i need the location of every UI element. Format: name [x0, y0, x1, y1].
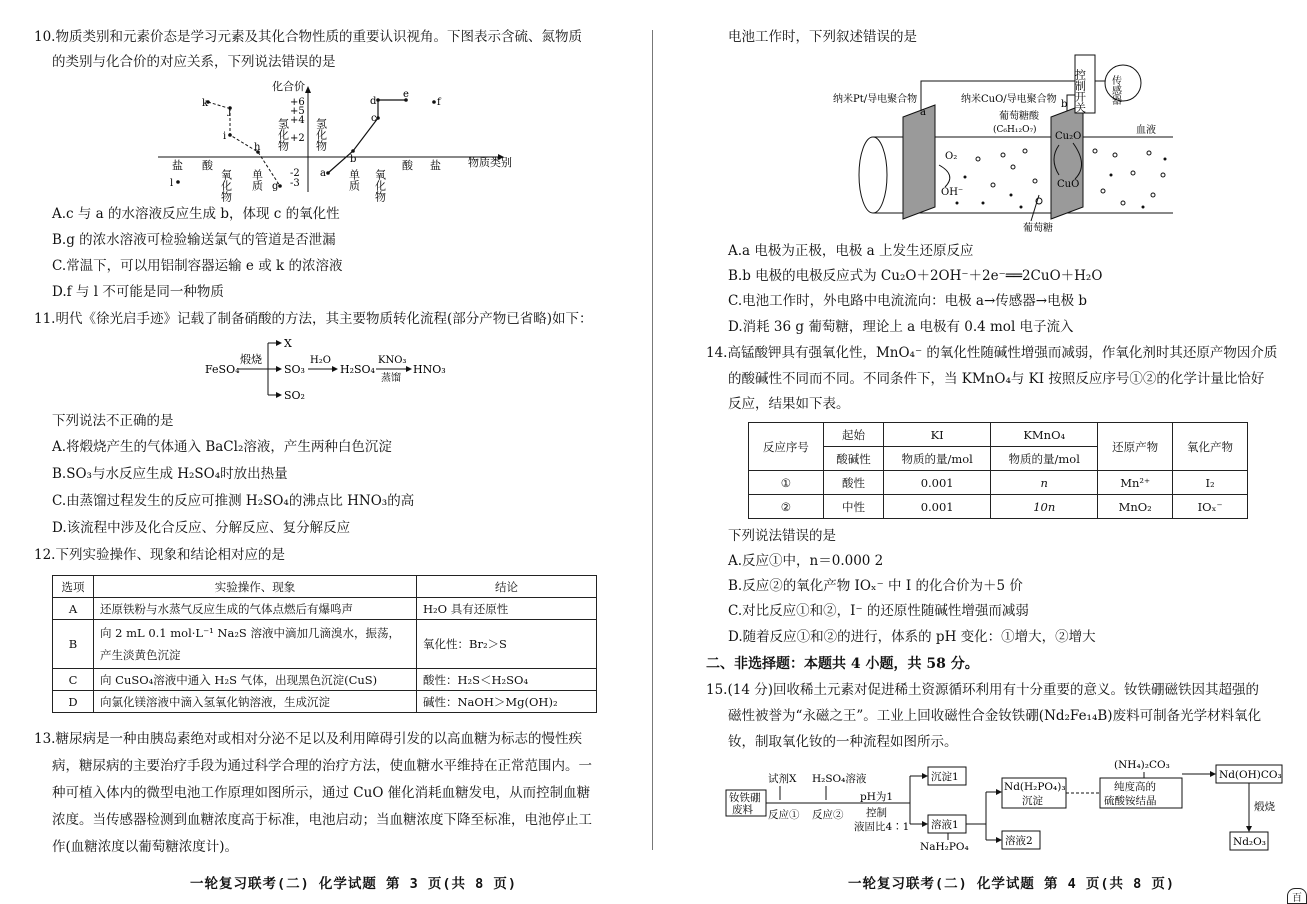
cell: 向氯化镁溶液中滴入氢氧化钠溶液，生成沉淀 [94, 691, 417, 713]
oh-label: OH⁻ [941, 187, 964, 198]
q11-option-d: D.该流程中涉及化合反应、分解反应、复分解反应 [52, 520, 351, 536]
q12-header-operation: 实验操作、现象 [94, 576, 417, 598]
solution-1: 溶液1 [931, 819, 959, 831]
q13-line1: 13.糖尿病是一种由胰岛素绝对或相对分泌不足以及利用障碍引发的以高血糖为标志的慢性疾 [34, 731, 582, 747]
control-1: 控制 [866, 807, 887, 819]
label-h: h [254, 142, 261, 153]
q10-option-b: B.g 的浓水溶液可检验输送氯气的管道是否泄漏 [52, 232, 336, 248]
q10-option-d: D.f 与 l 不可能是同一种物质 [52, 284, 224, 300]
cell: C [53, 669, 94, 691]
cat-hydride-right: 氢化物 [314, 118, 328, 151]
q14-header-start2: 酸碱性 [823, 447, 883, 471]
cell: n [991, 471, 1098, 495]
y-axis-label: 化合价 [272, 80, 305, 93]
label-d: d [370, 96, 377, 107]
q11-stem: 11.明代《徐光启手迹》记载了制备硝酸的方法，其主要物质转化流程(部分产物已省略)如下： [34, 311, 593, 327]
cuo-label: CuO [1057, 179, 1080, 190]
cell: 10n [991, 495, 1098, 519]
tick-plus4: +4 [290, 115, 305, 126]
label-g: g [272, 181, 279, 192]
right-footer: 一轮复习联考(二) 化学试题 第 4 页(共 8 页) [848, 876, 1176, 892]
point-g [278, 184, 282, 188]
q10-stem-line1: 10.物质类别和元素价态是学习元素及其化合物性质的重要认识视角。下图表示含硫、氮物质 [34, 29, 582, 45]
cell: 酸性 [823, 471, 883, 495]
flow-h2so4: H₂SO₄ [340, 363, 375, 376]
q11-option-c: C.由蒸馏过程发生的反应可推测 H₂SO₄的沸点比 HNO₃的高 [52, 493, 415, 509]
cell: 氧化性：Br₂＞S [417, 620, 597, 669]
q14-line3: 反应，结果如下表。 [728, 396, 850, 412]
flow-hno3: HNO₃ [413, 363, 446, 376]
point-a [326, 171, 330, 175]
label-l: l [170, 178, 174, 189]
cell: A [53, 598, 94, 620]
q14-option-b: B.反应②的氧化产物 IOₓ⁻ 中 I 的化合价为＋5 价 [728, 578, 1023, 594]
flow-so3: SO₃ [284, 363, 305, 376]
waste-line1: 钕铁硼 [729, 792, 761, 804]
corner-mark: 百 [1287, 888, 1307, 904]
cell: B [53, 620, 94, 669]
flow-feso4: FeSO₄ [205, 363, 240, 376]
cell: 酸性：H₂S＜H₂SO₄ [417, 669, 597, 691]
glucose-label: 葡萄糖 [1023, 223, 1053, 234]
q11-option-b: B.SO₃与水反应生成 H₂SO₄时放出热量 [52, 466, 288, 482]
solution-2: 溶液2 [1005, 835, 1033, 847]
cell: I₂ [1173, 471, 1248, 495]
q15-line2: 磁性被誉为“永磁之王”。工业上回收磁性合金钕铁硼(Nd₂Fe₁₄B)废料可制备光学材料氧化 [728, 708, 1262, 724]
cat-oxide-right: 氧化物 [373, 169, 387, 202]
cell: D [53, 691, 94, 713]
tick-minus2: -2 [290, 168, 300, 179]
cell: IOₓ⁻ [1173, 495, 1248, 519]
cat-salt-left: 盐 [172, 159, 183, 172]
label-j: j [228, 106, 232, 117]
nd-h2po4-3: Nd(H₂PO₄)₃ [1004, 781, 1066, 793]
cat-hydride-left: 氢化物 [276, 118, 290, 151]
q14-table [748, 422, 1248, 519]
a-label: a [920, 107, 926, 118]
tick-plus2: +2 [290, 133, 305, 144]
line-a-b-c-d-e [328, 100, 406, 173]
nd2o3: Nd₂O₃ [1233, 836, 1266, 848]
sensor-label: 传感器 [1109, 75, 1121, 105]
q11-option-a: A.将煅烧产生的气体通入 BaCl₂溶液，产生两种白色沉淀 [52, 439, 392, 455]
left-footer: 一轮复习联考(二) 化学试题 第 3 页(共 8 页) [190, 876, 518, 892]
q14-header-start1: 起始 [823, 423, 883, 447]
tick-plus6: +6 [290, 97, 305, 108]
point-d [376, 98, 380, 102]
q15-line1: 15.(14 分)回收稀土元素对促进稀土资源循环利用有十分重要的意义。钕铁硼磁铁因其超强的 [706, 682, 1259, 698]
point-l [176, 180, 180, 184]
line-k-j [208, 102, 228, 108]
q13-option-c: C.电池工作时，外电路中电流流向：电极 a→传感器→电极 b [728, 293, 1088, 309]
q14-header-ki2: 物质的量/mol [884, 447, 991, 471]
q12-table [52, 575, 597, 713]
calcine-label: 煅烧 [1254, 801, 1275, 813]
label-e: e [403, 89, 409, 100]
electrode-b [1051, 105, 1083, 219]
q13-lead: 电池工作时，下列叙述错误的是 [728, 29, 917, 45]
q13-option-d: D.消耗 36 g 葡萄糖，理论上 a 电极有 0.4 mol 电子流入 [728, 319, 1074, 335]
q13-line3: 种可植入体内的微型电池工作原理如图所示，通过 CuO 催化消耗血糖发电，从而控制血糖 [52, 785, 591, 801]
o2-arrow [939, 165, 950, 187]
x-axis-label: 物质类别 [468, 156, 512, 169]
q14-option-c: C.对比反应①和②，I⁻ 的还原性随碱性增强而减弱 [728, 603, 1029, 619]
q13-option-b: B.b 电极的电极反应式为 Cu₂O＋2OH⁻＋2e⁻══2CuO＋H₂O [728, 268, 1103, 284]
gluconic-acid-label: 葡萄糖酸 [999, 111, 1039, 122]
flow-distill: 蒸馏 [381, 373, 401, 384]
valence-category-chart [150, 80, 512, 202]
left-page [0, 0, 650, 900]
label-b: b [350, 154, 357, 165]
reagent-x: 试剂X [768, 773, 797, 785]
cell: 还原铁粉与水蒸气反应生成的气体点燃后有爆鸣声 [94, 598, 417, 620]
cat-salt-right: 盐 [430, 159, 441, 172]
pure-line2: 硫酸铵结晶 [1104, 795, 1157, 807]
pure-line1: 纯度高的 [1114, 781, 1156, 793]
ph-1: pH为1 [860, 791, 894, 803]
ammonium-carbonate: (NH₄)₂CO₃ [1114, 759, 1170, 771]
nd-precipitate: 沉淀 [1022, 795, 1043, 807]
nah2po4: NaH₂PO₄ [920, 841, 969, 853]
gluconic-formula: (C₆H₁₂O₇) [993, 125, 1037, 135]
q14-option-a: A.反应①中，n＝0.000 2 [728, 553, 884, 569]
blood-label: 血液 [1136, 125, 1156, 136]
cell: ① [749, 471, 824, 495]
control-switch-label: 控制开关 [1073, 69, 1087, 113]
q14-header-red: 还原产物 [1098, 423, 1173, 471]
glucose-battery-figure [833, 55, 1183, 235]
table-row [53, 691, 597, 713]
q14-header-ki1: KI [884, 423, 991, 447]
cell: Mn²⁺ [1098, 471, 1173, 495]
q14-line1: 14.高锰酸钾具有强氧化性，MnO₄⁻ 的氧化性随碱性增强而减弱，作氧化剂时其还原产物因介质 [706, 345, 1278, 361]
flow-h2o: H₂O [310, 355, 331, 366]
q14-header-ox: 氧化产物 [1173, 423, 1248, 471]
q11-lead: 下列说法不正确的是 [52, 413, 174, 429]
flow-so2: SO₂ [284, 389, 305, 402]
cu2o-label: Cu₂O [1055, 131, 1082, 142]
flow-x: X [284, 337, 292, 350]
electrode-a [903, 105, 935, 219]
table-row [53, 598, 597, 620]
nitric-acid-flow [200, 333, 460, 405]
label-c: c [371, 113, 377, 124]
cell: 0.001 [884, 495, 991, 519]
point-i [228, 133, 232, 137]
q15-line3: 钕，制取氧化钕的一种流程如图所示。 [728, 734, 958, 750]
q14-lead: 下列说法错误的是 [728, 528, 836, 544]
cell: 中性 [823, 495, 883, 519]
tick-minus3: -3 [290, 178, 300, 189]
point-b [351, 149, 355, 153]
nd-oh-co3: Nd(OH)CO₃ [1219, 769, 1282, 781]
cell: 向 2 mL 0.1 mol·L⁻¹ Na₂S 溶液中滴加几滴溴水，振荡，产生淡黄色沉淀 [94, 620, 417, 669]
table-row [53, 620, 597, 669]
q14-header-km1: KMnO₄ [991, 423, 1098, 447]
electrode-b-label: 纳米CuO/导电聚合物 [961, 94, 1057, 105]
q10-option-c: C.常温下，可以用铝制容器运输 e 或 k 的浓溶液 [52, 258, 343, 274]
q14-option-d: D.随着反应①和②的进行，体系的 pH 变化：①增大，②增大 [728, 629, 1096, 645]
point-f [432, 100, 436, 104]
b-label: b [1061, 99, 1068, 110]
table-row [749, 495, 1248, 519]
cat-acid-right: 酸 [402, 159, 413, 172]
vessel-end [859, 137, 887, 213]
cell: 向 CuSO₄溶液中通入 H₂S 气体，出现黑色沉淀(CuS) [94, 669, 417, 691]
flow-kno3: KNO₃ [378, 355, 407, 366]
cell: 0.001 [884, 471, 991, 495]
right-page [658, 0, 1307, 904]
q12-header-conclusion: 结论 [417, 576, 597, 598]
q14-line2: 的酸碱性不同而不同。不同条件下，当 KMnO₄与 KI 按照反应序号①②的化学计量比恰好 [728, 371, 1265, 387]
neodymium-flow [724, 756, 1294, 852]
label-f: f [437, 97, 441, 108]
cat-oxide-left: 氧化物 [219, 169, 233, 202]
q10-stem-line2: 的类别与化合价的对应关系，下列说法错误的是 [52, 54, 336, 70]
reaction-1: 反应① [768, 809, 800, 821]
control-2: 液固比4∶1 [854, 821, 910, 833]
precipitate-1: 沉淀1 [931, 771, 959, 783]
q12-header-option: 选项 [53, 576, 94, 598]
y-axis-arrow [305, 86, 311, 93]
section-2-title: 二、非选择题：本题共 4 小题，共 58 分。 [706, 656, 979, 672]
q14-header-no: 反应序号 [749, 423, 824, 471]
q12-stem: 12.下列实验操作、现象和结论相对应的是 [34, 547, 285, 563]
cell: H₂O 具有还原性 [417, 598, 597, 620]
cell: ② [749, 495, 824, 519]
h2so4-solution: H₂SO₄溶液 [812, 773, 867, 785]
flow-calcine: 煅烧 [240, 353, 262, 366]
cat-element-right: 单质 [347, 169, 361, 191]
electrode-a-label: 纳米Pt/导电聚合物 [833, 94, 918, 105]
cat-element-left: 单质 [250, 169, 264, 191]
q13-option-a: A.a 电极为正极，电极 a 上发生还原反应 [728, 243, 974, 259]
cat-acid-left: 酸 [202, 159, 213, 172]
label-k: k [202, 98, 209, 109]
table-row [749, 471, 1248, 495]
q13-line4: 浓度。当传感器检测到血糖浓度高于标准，电池启动；当血糖浓度下降至标准，电池停止工 [52, 812, 592, 828]
q13-line2: 病，糖尿病的主要治疗手段为通过科学合理的治疗方法，使血糖水平维持在正常范围内。一 [52, 758, 592, 774]
q14-header-km2: 物质的量/mol [991, 447, 1098, 471]
cell: 碱性：NaOH＞Mg(OH)₂ [417, 691, 597, 713]
q10-option-a: A.c 与 a 的水溶液反应生成 b，体现 c 的氧化性 [52, 206, 340, 222]
tick-plus5: +5 [290, 106, 305, 117]
page-divider [652, 30, 653, 850]
reaction-2: 反应② [812, 809, 844, 821]
q13-line5: 作(血糖浓度以葡萄糖浓度计)。 [52, 839, 239, 855]
o2-label: O₂ [945, 151, 958, 162]
cell: MnO₂ [1098, 495, 1173, 519]
label-i: i [223, 131, 227, 142]
waste-line2: 废料 [732, 804, 753, 816]
point-c [376, 116, 380, 120]
table-row [53, 669, 597, 691]
label-a: a [320, 168, 326, 179]
